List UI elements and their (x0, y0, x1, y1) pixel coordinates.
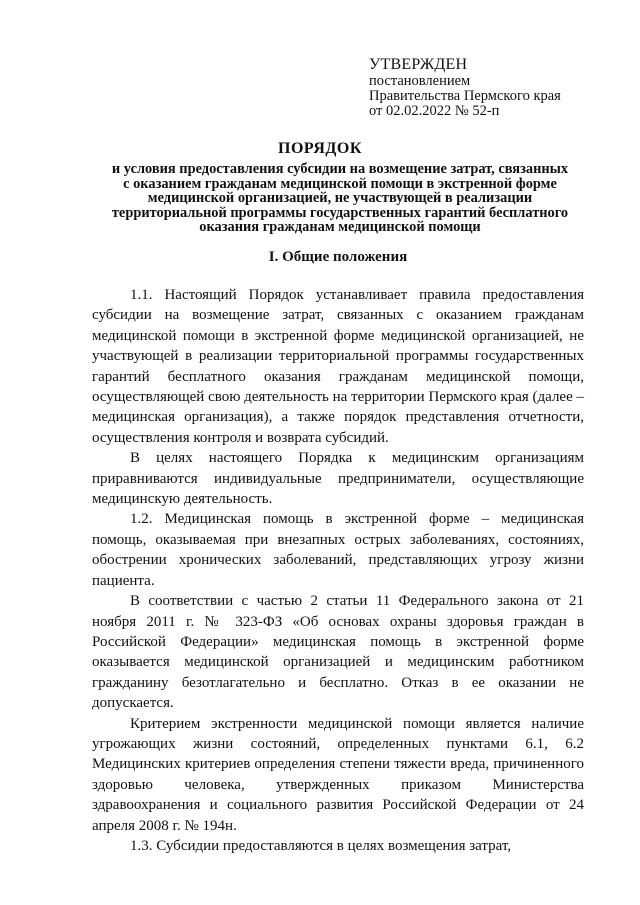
paragraph: Критерием экстренности медицинской помощи является наличие угрожающих жизни состояний, определенных пунктами 6.1, 6.2 Медицинских критериев определения степени тяжести вреда, причиненного здоровью человека, утвержденных приказом Министерства здравоохранения и социального развития Российской Федерации от 24 апреля 2008 г. № 194н. (92, 715, 584, 834)
approval-line: постановлением (369, 73, 471, 89)
approval-line: Правительства Пермского края (369, 88, 561, 104)
document-body (92, 285, 584, 856)
paragraph: В целях настоящего Порядка к медицинским организациям приравниваются индивидуальные предприниматели, осуществляющие медицинскую деятельность. (92, 450, 584, 508)
section-heading: I. Общие положения (268, 249, 408, 265)
document-title: ПОРЯДОК (278, 140, 362, 157)
approval-stamp-block (369, 56, 619, 119)
document-subtitle: и условия предоставления субсидии на возмещение затрат, связанных с оказанием гражданам медицинской помощи в экстренной форме медицинской организацией, не участвующей в реализации территориальной программы государственных гарантий бесплатного оказания гражданам медицинской помощи (111, 161, 569, 236)
approval-title: УТВЕРЖДЕН (369, 56, 468, 73)
paragraph: 1.3. Субсидии предоставляются в целях возмещения затрат, (130, 837, 512, 854)
paragraph: 1.1. Настоящий Порядок устанавливает правила предоставления субсидии на возмещение затрат, связанных с оказанием гражданам медицинской помощи в экстренной форме медицинской организацией, не участвующей в реализации территориальной программы государственных гарантий бесплатного оказания гражданам медицинской помощи, осуществляющей свою деятельность на территории Пермского края (далее – медицинская организация), а также порядок представления отчетности, осуществления контроля и возврата субсидий. (92, 287, 584, 446)
paragraph: В соответствии с частью 2 статьи 11 Федерального закона от 21 ноября 2011 г. № 323-ФЗ «Об основах охраны здоровья граждан в Российской Федерации» медицинская помощь в экстренной форме оказывается медицинской организацией и медицинским работником гражданину безотлагательно и бесплатно. Отказ в ее оказании не допускается. (92, 593, 584, 712)
approval-line: от 02.02.2022 № 52-п (369, 103, 500, 119)
paragraph: 1.2. Медицинская помощь в экстренной форме – медицинская помощь, оказываемая при внезапных острых заболеваниях, состояниях, обострении хронических заболеваний, представляющих угрозу жизни пациента. (92, 511, 584, 589)
